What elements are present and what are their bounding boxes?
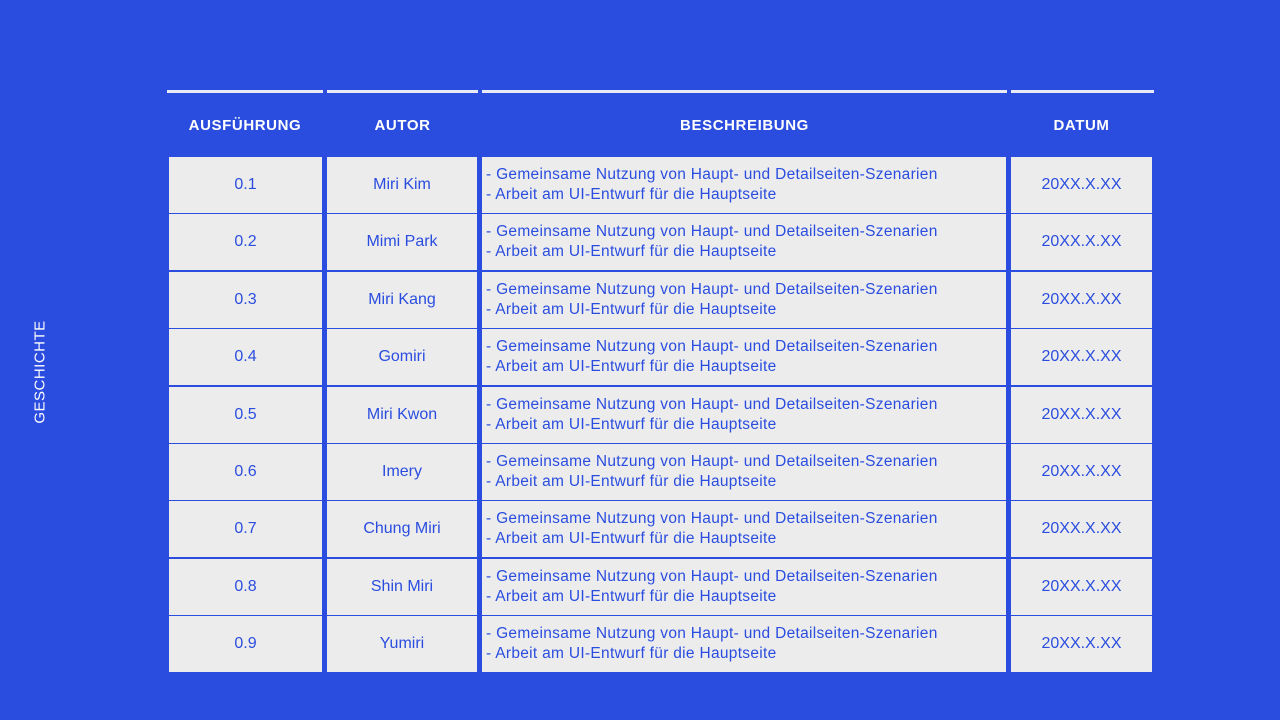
column-header-version: AUSFÜHRUNG bbox=[188, 117, 302, 134]
author-cell: Miri Kwon bbox=[327, 387, 477, 443]
side-label-geschichte: GESCHICHTE bbox=[31, 320, 49, 424]
description-cell bbox=[482, 444, 1006, 500]
version-cell: 0.7 bbox=[169, 501, 322, 557]
header-rule-version bbox=[167, 90, 323, 93]
description-line: - Arbeit am UI-Entwurf für die Hauptseite bbox=[486, 588, 777, 605]
version-cell: 0.2 bbox=[169, 214, 322, 270]
description-line: - Gemeinsame Nutzung von Haupt- und Detailseiten-Szenarien bbox=[486, 396, 938, 413]
version-cell: 0.3 bbox=[169, 272, 322, 328]
author-cell: Imery bbox=[327, 444, 477, 500]
description-line: - Gemeinsame Nutzung von Haupt- und Detailseiten-Szenarien bbox=[486, 568, 938, 585]
description-line: - Gemeinsame Nutzung von Haupt- und Detailseiten-Szenarien bbox=[486, 625, 938, 642]
description-cell bbox=[482, 272, 1006, 328]
author-cell: Miri Kim bbox=[327, 157, 477, 213]
description-line: - Arbeit am UI-Entwurf für die Hauptseite bbox=[486, 243, 777, 260]
author-cell: Yumiri bbox=[327, 616, 477, 672]
date-cell: 20XX.X.XX bbox=[1011, 616, 1152, 672]
version-cell: 0.8 bbox=[169, 559, 322, 615]
description-line: - Arbeit am UI-Entwurf für die Hauptseite bbox=[486, 416, 777, 433]
header-rule-date bbox=[1011, 90, 1154, 93]
date-cell: 20XX.X.XX bbox=[1011, 214, 1152, 270]
date-cell: 20XX.X.XX bbox=[1011, 272, 1152, 328]
description-cell bbox=[482, 214, 1006, 270]
version-cell: 0.9 bbox=[169, 616, 322, 672]
author-cell: Shin Miri bbox=[327, 559, 477, 615]
column-header-description: BESCHREIBUNG bbox=[680, 117, 809, 134]
description-cell bbox=[482, 616, 1006, 672]
author-cell: Miri Kang bbox=[327, 272, 477, 328]
header-rule-author bbox=[327, 90, 478, 93]
description-line: - Arbeit am UI-Entwurf für die Hauptseite bbox=[486, 530, 777, 547]
date-cell: 20XX.X.XX bbox=[1011, 157, 1152, 213]
date-cell: 20XX.X.XX bbox=[1011, 501, 1152, 557]
author-cell: Mimi Park bbox=[327, 214, 477, 270]
description-line: - Arbeit am UI-Entwurf für die Hauptseite bbox=[486, 358, 777, 375]
description-line: - Arbeit am UI-Entwurf für die Hauptseite bbox=[486, 301, 777, 318]
description-cell bbox=[482, 387, 1006, 443]
version-cell: 0.1 bbox=[169, 157, 322, 213]
column-header-date: DATUM bbox=[1053, 117, 1110, 134]
version-cell: 0.4 bbox=[169, 329, 322, 385]
description-cell bbox=[482, 501, 1006, 557]
description-line: - Gemeinsame Nutzung von Haupt- und Detailseiten-Szenarien bbox=[486, 281, 938, 298]
description-line: - Arbeit am UI-Entwurf für die Hauptseite bbox=[486, 645, 777, 662]
description-line: - Arbeit am UI-Entwurf für die Hauptseite bbox=[486, 473, 777, 490]
author-cell: Gomiri bbox=[327, 329, 477, 385]
header-rule-description bbox=[482, 90, 1007, 93]
version-cell: 0.5 bbox=[169, 387, 322, 443]
column-header-author: AUTOR bbox=[374, 117, 431, 134]
date-cell: 20XX.X.XX bbox=[1011, 387, 1152, 443]
description-line: - Gemeinsame Nutzung von Haupt- und Detailseiten-Szenarien bbox=[486, 338, 938, 355]
description-cell bbox=[482, 157, 1006, 213]
date-cell: 20XX.X.XX bbox=[1011, 559, 1152, 615]
description-line: - Gemeinsame Nutzung von Haupt- und Detailseiten-Szenarien bbox=[486, 453, 938, 470]
version-cell: 0.6 bbox=[169, 444, 322, 500]
description-cell bbox=[482, 329, 1006, 385]
date-cell: 20XX.X.XX bbox=[1011, 329, 1152, 385]
description-cell bbox=[482, 559, 1006, 615]
date-cell: 20XX.X.XX bbox=[1011, 444, 1152, 500]
author-cell: Chung Miri bbox=[327, 501, 477, 557]
description-line: - Gemeinsame Nutzung von Haupt- und Detailseiten-Szenarien bbox=[486, 166, 938, 183]
description-line: - Gemeinsame Nutzung von Haupt- und Detailseiten-Szenarien bbox=[486, 223, 938, 240]
description-line: - Arbeit am UI-Entwurf für die Hauptseite bbox=[486, 186, 777, 203]
description-line: - Gemeinsame Nutzung von Haupt- und Detailseiten-Szenarien bbox=[486, 510, 938, 527]
